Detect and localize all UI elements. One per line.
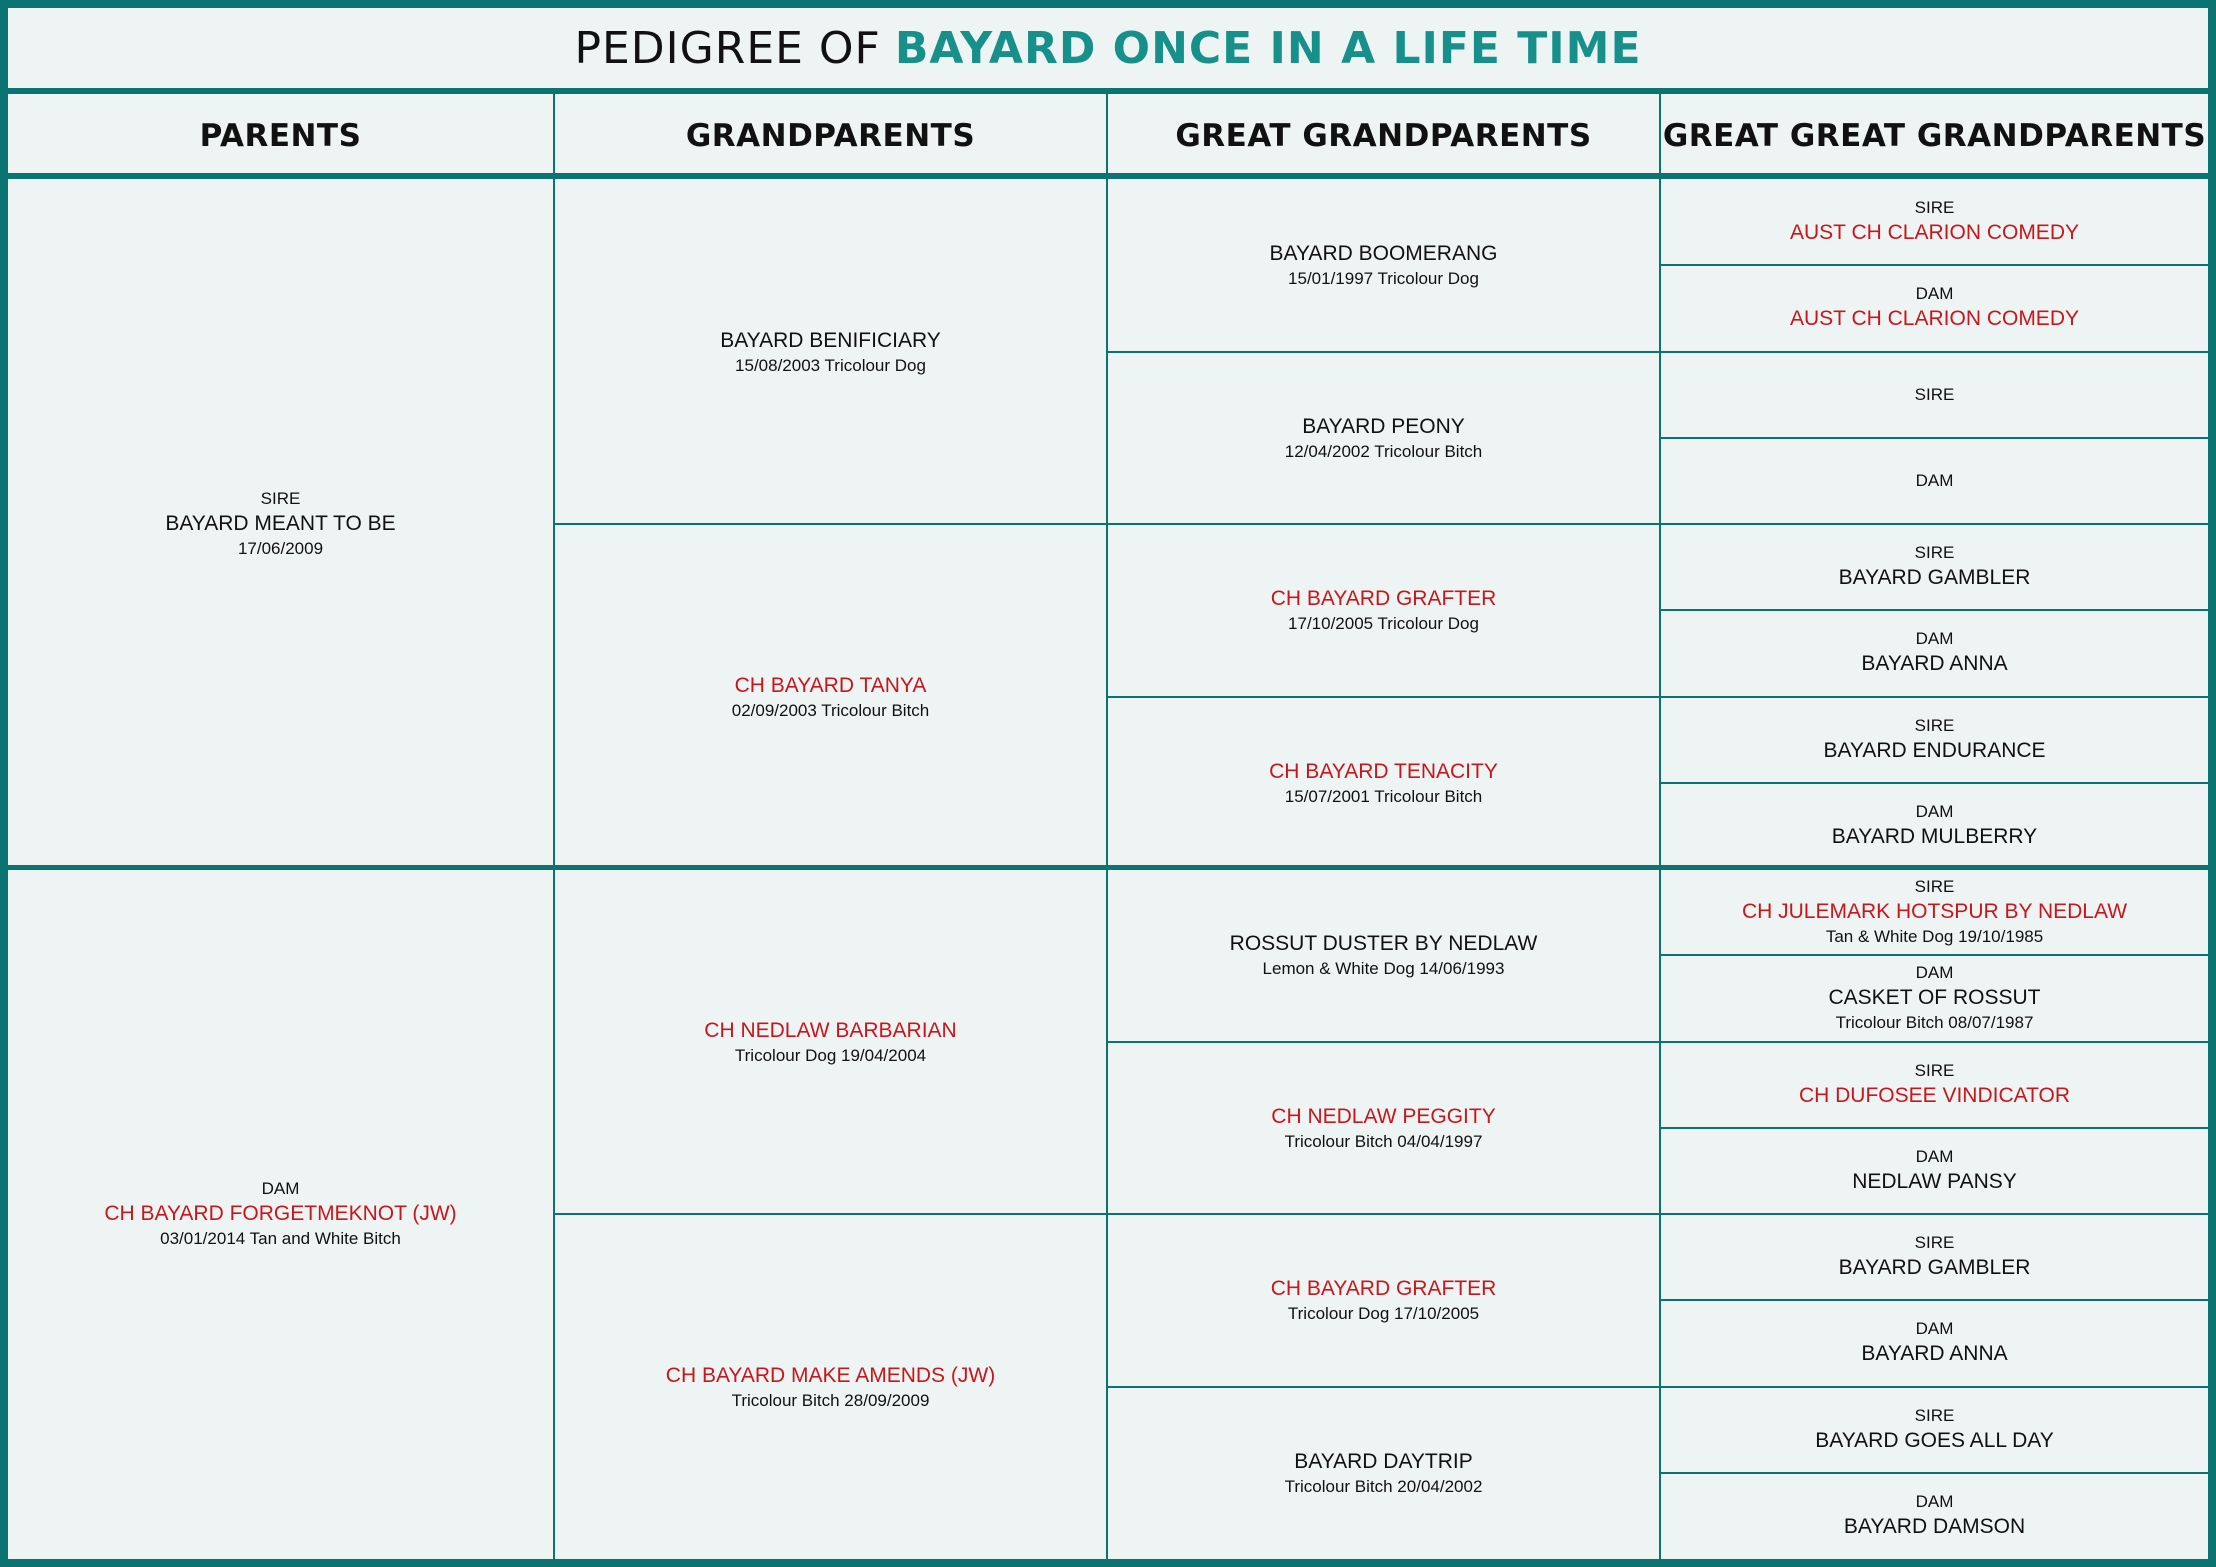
page-title [8,8,2208,88]
dog-name: BAYARD DAMSON [1843,1514,2026,1538]
relation-label: DAM [1915,963,1954,983]
relation-label: DAM [1915,470,1954,490]
title-divider [8,88,2208,94]
dog-details: Tricolour Bitch 28/09/2009 [731,1390,930,1410]
dog-details: Tricolour Bitch 08/07/1987 [1835,1013,2034,1033]
dog-details: 17/06/2009 [237,539,324,558]
dog-name: BAYARD BOOMERANG [1269,242,1498,266]
dog-details: 15/08/2003 Tricolour Dog [735,355,926,375]
grandparent-cell [555,524,1106,869]
great-great-grandparent-cell [1661,869,2208,955]
dog-name: BAYARD BENIFICIARY [720,328,941,352]
great-grandparent-cell [1108,869,1659,1042]
dog-details: Lemon & White Dog 14/06/1993 [1262,959,1505,979]
grandparent-cell [555,1214,1106,1559]
dog-details: 17/10/2005 Tricolour Dog [1288,614,1479,634]
title-prefix: PEDIGREE OF [574,22,881,74]
dog-name: BAYARD MEANT TO BE [165,512,396,535]
dog-name: BAYARD ANNA [1861,652,2008,676]
dog-name: BAYARD ENDURANCE [1823,738,2046,762]
relation-label: SIRE [1914,198,1955,218]
dog-name: AUST CH CLARION COMEDY [1790,221,2079,245]
great-grandparent-cell [1108,179,1659,352]
dog-name: AUST CH CLARION COMEDY [1790,307,2079,331]
dog-name: CH BAYARD MAKE AMENDS (JW) [665,1363,996,1387]
relation-label: SIRE [1914,877,1955,897]
dog-details: Tricolour Bitch 04/04/1997 [1284,1131,1483,1151]
relation-label: SIRE [1914,543,1955,563]
great-great-grandparent-cell [1661,1214,2208,1300]
relation-label: DAM [1915,1146,1954,1166]
great-great-grandparent-cell [1661,783,2208,869]
great-great-grandparent-cell [1661,352,2208,438]
dog-name: CH DUFOSEE VINDICATOR [1798,1083,2071,1107]
great-grandparent-cell [1108,1387,1659,1560]
great-great-grandparent-cell [1661,697,2208,783]
dog-name: CH NEDLAW BARBARIAN [704,1018,957,1042]
great-great-grandparent-cell [1661,265,2208,351]
parent-cell [8,179,553,869]
great-grandparent-cell [1108,524,1659,697]
dog-details: Tricolour Bitch 20/04/2002 [1284,1476,1483,1496]
dog-name: CH BAYARD GRAFTER [1270,587,1497,611]
great-great-grandparent-cell [1661,610,2208,696]
dog-details: 15/07/2001 Tricolour Bitch [1284,786,1483,806]
relation-label: DAM [1915,284,1954,304]
header-great-great-grandparents: GREAT GREAT GRANDPARENTS [1662,118,2207,154]
great-great-grandparent-cell [1661,1387,2208,1473]
dog-name: CH BAYARD TENACITY [1269,759,1498,783]
great-great-grandparent-cell [1661,955,2208,1041]
great-great-grandparent-cell [1661,179,2208,265]
parent-cell [8,869,553,1559]
dog-details: Tricolour Dog 17/10/2005 [1287,1304,1480,1324]
dog-name: CH JULEMARK HOTSPUR BY NEDLAW [1741,900,2128,924]
relation-label: DAM [1915,1319,1954,1339]
relation-label: SIRE [1914,384,1955,404]
dog-name: CH BAYARD FORGETMEKNOT (JW) [104,1202,457,1225]
dog-details: 12/04/2002 Tricolour Bitch [1284,441,1483,461]
dog-name: BAYARD ANNA [1861,1342,2008,1366]
great-great-grandparent-cell [1661,1473,2208,1559]
relation-label: SIRE [1914,715,1955,735]
dog-name: CASKET OF ROSSUT [1828,986,2041,1010]
grandparent-cell [555,179,1106,524]
dog-details: Tan & White Dog 19/10/1985 [1825,927,2044,947]
relation-label: SIRE [1914,1405,1955,1425]
dog-name: BAYARD GAMBLER [1838,566,2031,590]
great-grandparent-cell [1108,697,1659,870]
header-grandparents: GRANDPARENTS [685,118,976,154]
dog-name: NEDLAW PANSY [1852,1169,2017,1193]
dog-name: BAYARD GOES ALL DAY [1815,1428,2054,1452]
relation-label: DAM [1915,1491,1954,1511]
relation-label: SIRE [1914,1060,1955,1080]
great-grandparent-cell [1108,352,1659,525]
great-great-grandparent-cell [1661,1300,2208,1386]
title-dog-name: BAYARD ONCE IN A LIFE TIME [894,22,1642,74]
header-great-grandparents: GREAT GRANDPARENTS [1175,118,1592,154]
great-great-grandparent-cell [1661,1128,2208,1214]
dog-details: 03/01/2014 Tan and White Bitch [160,1229,401,1248]
dog-name: BAYARD GAMBLER [1838,1256,2031,1280]
relation-label: SIRE [1914,1233,1955,1253]
grandparent-cell [555,869,1106,1214]
dog-name: CH NEDLAW PEGGITY [1271,1104,1496,1128]
relation-label: DAM [261,1179,300,1198]
dog-name: CH BAYARD GRAFTER [1270,1277,1497,1301]
dog-name: BAYARD MULBERRY [1831,824,2038,848]
dog-name: ROSSUT DUSTER BY NEDLAW [1229,932,1538,956]
dog-name: CH BAYARD TANYA [734,673,927,697]
dog-name: BAYARD PEONY [1302,414,1465,438]
great-great-grandparent-cell [1661,1042,2208,1128]
great-great-grandparent-cell [1661,438,2208,524]
great-great-grandparent-cell [1661,524,2208,610]
header-parents: PARENTS [199,118,362,154]
relation-label: DAM [1915,629,1954,649]
dog-details: 15/01/1997 Tricolour Dog [1288,269,1479,289]
dog-details: Tricolour Dog 19/04/2004 [734,1045,927,1065]
great-grandparent-cell [1108,1214,1659,1387]
dog-name: BAYARD DAYTRIP [1294,1449,1473,1473]
relation-label: SIRE [260,489,301,508]
relation-label: DAM [1915,801,1954,821]
dog-details: 02/09/2003 Tricolour Bitch [731,700,930,720]
great-grandparent-cell [1108,1042,1659,1215]
